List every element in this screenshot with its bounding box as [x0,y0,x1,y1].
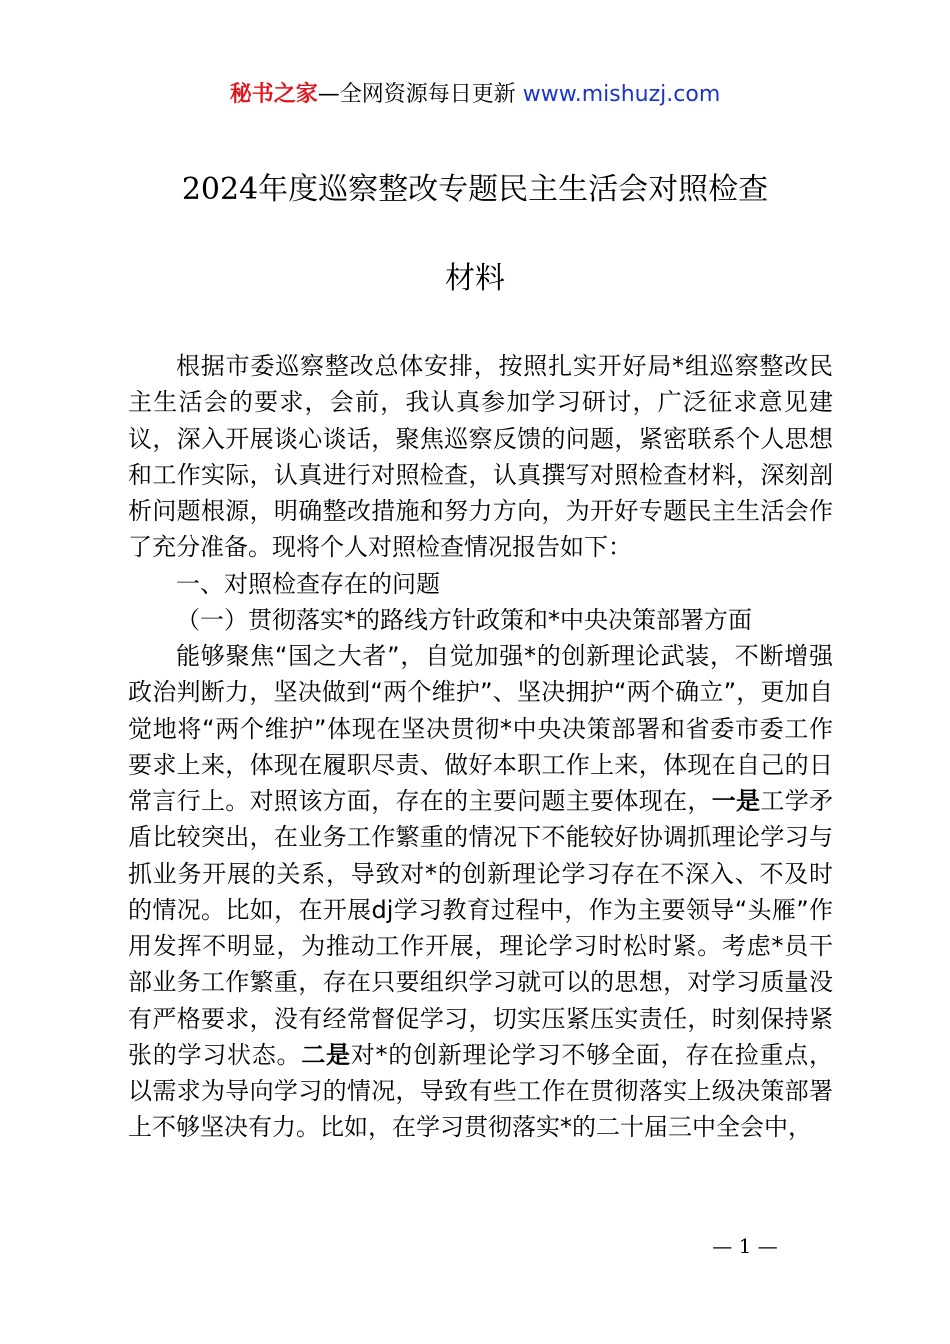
header-slogan: —全网资源每日更新 [317,82,523,107]
document-title-line-2: 材料 [445,261,505,296]
paragraph-text: 对*的创新理论学习不够全面，存在捡重点，以需求为导向学习的情况，导致有些工作在贯彻落实上级决策部署上不够坚决有力。比如，在学习贯彻落实*的二十届三中全会中， [128,1040,833,1142]
bold-marker-first: 一是 [711,787,761,815]
document-title-line-1: 2024年度巡察整改专题民主生活会对照检查 [181,172,769,207]
problem-paragraph [128,638,833,1146]
site-header [0,80,950,110]
brand-name: 秘书之家 [229,82,318,107]
header-url[interactable]: www.mishuzj.com [522,82,721,107]
section-heading: 一、对照检查存在的问题 [176,569,440,598]
bold-marker-second: 二是 [301,1040,351,1069]
intro-paragraph: 根据市委巡察整改总体安排，按照扎实开好局*组巡察整改民主生活会的要求，会前，我认真参加学习研讨，广泛征求意见建议，深入开展谈心谈话，聚焦巡察反馈的问题，紧密联系个人思想和工作实际，认真进行对照检查，认真撰写对照检查材料，深刻剖析问题根源，明确整改措施和努力方向，为开好专题民主生活会作了充分准备。现将个人对照检查情况报告如下： [128,352,833,562]
paragraph-text: 能够聚焦“国之大者”，自觉加强*的创新理论武装，不断增强政治判断力，坚决做到“两个维护”、坚决拥护“两个确立”，更加自觉地将“两个维护”体现在坚决贯彻*中央决策部署和省委市委工作要求上来，体现在履职尽责、做好本职工作上来，体现在自己的日常言行上。对照该方面，存在的主要问题主要体现在， [128,642,833,815]
subsection-heading: （一）贯彻落实*的路线方针政策和*中央决策部署方面 [176,605,752,634]
paragraph-text: 工学矛盾比较突出，在业务工作繁重的情况下不能较好协调抓理论学习与抓业务开展的关系，导致对*的创新理论学习存在不深入、不及时的情况。比如，在开展dj学习教育过程中，作为主要领导“头雁”作用发挥不明显，为推动工作开展，理论学习时松时紧。考虑*员干部业务工作繁重，存在只要组织学习就可以的思想，对学习质量没有严格要求，没有经常督促学习，切实压紧压实责任，时刻保持紧张的学习状态。 [128,787,834,1069]
document-body [128,348,833,1146]
page-number: — 1 — [712,1234,778,1258]
